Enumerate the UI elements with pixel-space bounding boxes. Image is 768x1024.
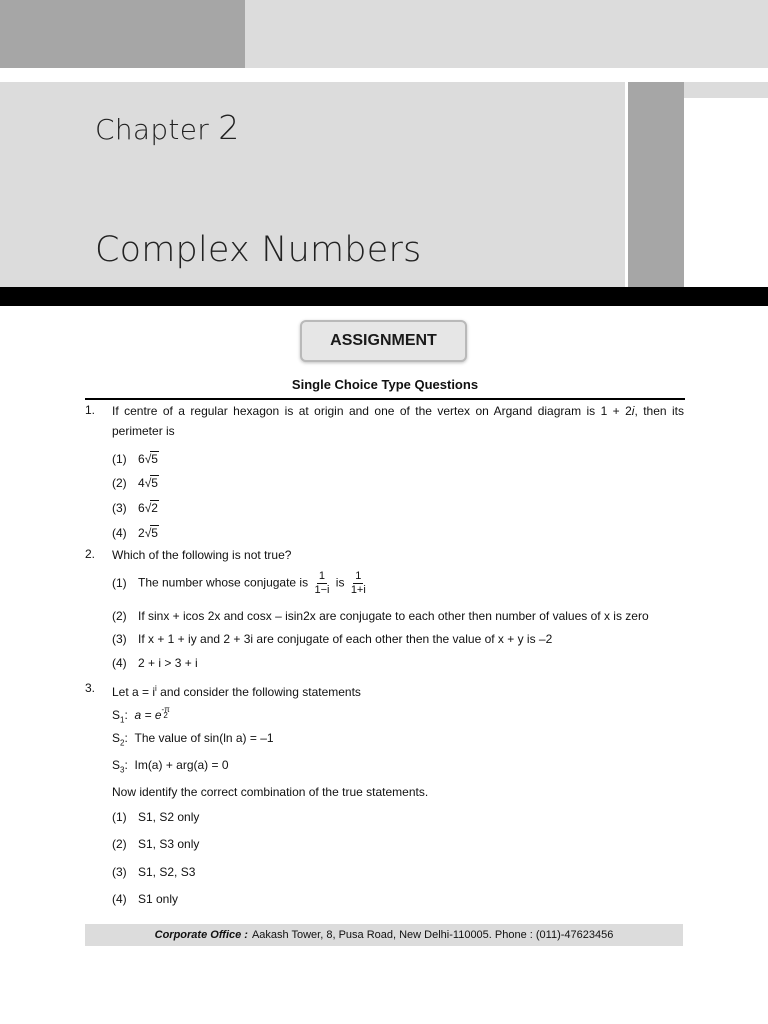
- statement-s3: $S_3$: Im(a) + arg(a) = 0: [112, 758, 229, 775]
- fraction-2: $\frac{1}{1+i}$: [350, 570, 366, 596]
- footer-label: Corporate Office :: [154, 929, 248, 941]
- question-1-option-4[interactable]: (4) 2√5: [112, 526, 158, 540]
- statement-s1: $S_1$: a = e -π 2: [112, 705, 170, 725]
- question-1-option-2[interactable]: (2) 4√5: [112, 476, 158, 490]
- top-decor-light: [245, 0, 768, 68]
- section-title: Single Choice Type Questions: [291, 377, 479, 392]
- question-3-number: 3.: [85, 681, 96, 695]
- question-2-text: Which of the following is not true?: [112, 548, 292, 562]
- question-3-option-4[interactable]: (4) S1 only: [112, 892, 179, 906]
- footer-corporate-office: [85, 924, 683, 946]
- question-2-option-4[interactable]: (4) 2 + i > 3 + i: [112, 656, 198, 670]
- question-1-option-3[interactable]: (3) 6√2: [112, 501, 158, 515]
- question-3-option-1[interactable]: (1) S1, S2 only: [112, 810, 200, 824]
- fraction-1: $\frac{1}{1-i}$: [314, 570, 330, 596]
- chapter-title: Complex Numbers: [95, 230, 422, 270]
- question-1-number: 1.: [85, 403, 96, 417]
- question-2-option-2[interactable]: (2) If sinx + icos 2x and cosx – isin2x are conjugate to each other then number of values of x is zero: [112, 609, 649, 623]
- footer-address: Aakash Tower, 8, Pusa Road, New Delhi-110005. Phone : (011)-47623456: [251, 929, 614, 941]
- chapter-label: [95, 108, 240, 147]
- question-3-prompt: Now identify the correct combination of the true statements.: [112, 785, 429, 799]
- chapter-word: Chapter: [95, 113, 210, 146]
- question-1-text: If centre of a regular hexagon is at origin and one of the vertex on Argand diagram is 1 + 2i, then its perimeter is: [112, 404, 685, 438]
- side-decor-strip: [684, 82, 768, 98]
- chapter-number: 2: [218, 108, 240, 147]
- side-decor-bar: [628, 82, 684, 287]
- question-3-option-3[interactable]: (3) S1, S2, S3: [112, 865, 196, 879]
- section-rule: [85, 398, 685, 400]
- question-3-text: Let $a = i^i$ and consider the following statements: [112, 684, 361, 699]
- question-2-number: 2.: [85, 547, 96, 561]
- top-decor-dark: [0, 0, 245, 68]
- statement-s2: $S_2$: The value of sin(ln a) = –1: [112, 731, 274, 748]
- question-2-option-3[interactable]: (3) If x + 1 + iy and 2 + 3i are conjugate of each other then the value of x + y is –2: [112, 632, 553, 646]
- assignment-badge: ASSIGNMENT: [300, 320, 467, 362]
- question-3-option-2[interactable]: (2) S1, S3 only: [112, 837, 200, 851]
- header-divider-bar: [0, 287, 768, 306]
- question-2-option-1[interactable]: (1) The number whose conjugate is $\frac{1}{1-i}$ is $\frac{1}{1+i}$: [112, 570, 366, 596]
- question-1-option-1[interactable]: (1) 6√5: [112, 452, 158, 466]
